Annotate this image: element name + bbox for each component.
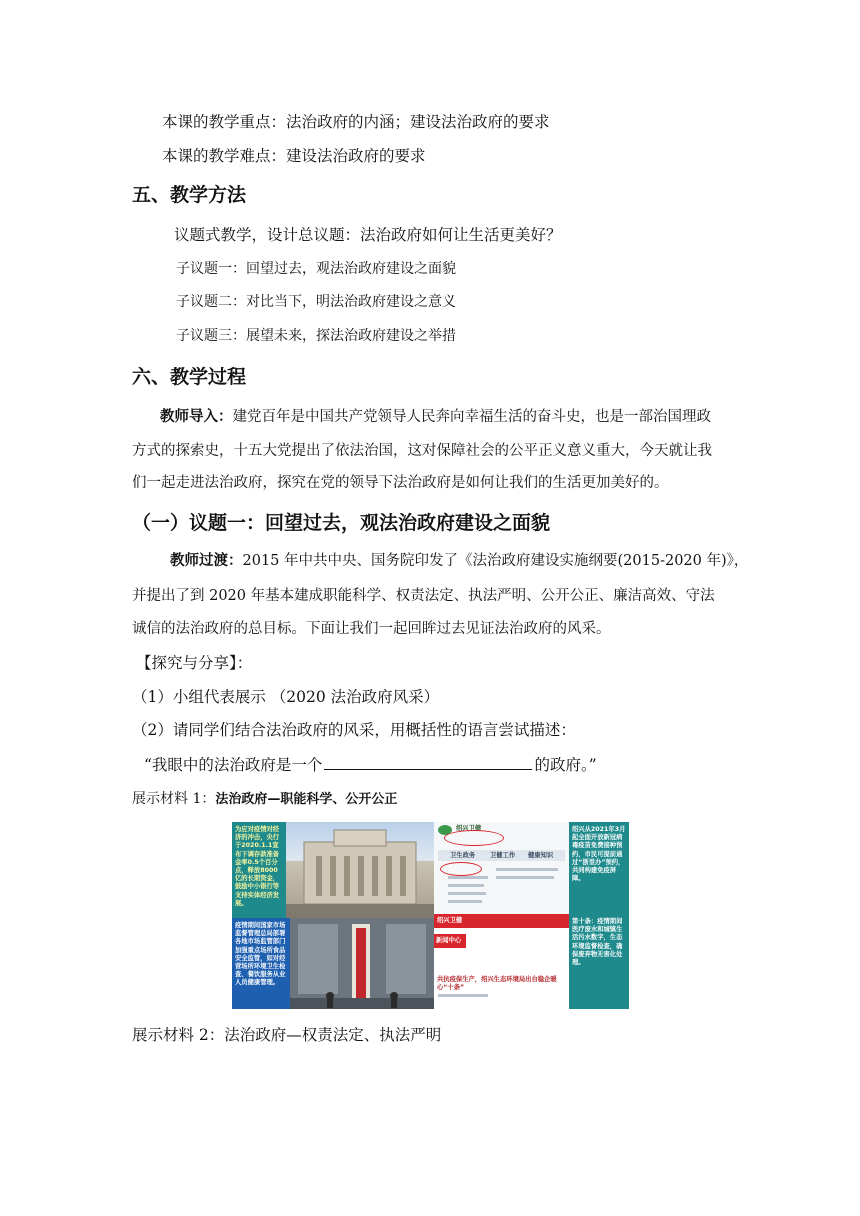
section6-heading: 六、教学过程 <box>132 366 247 388</box>
teacher-intro-label: 教师导入： <box>160 408 233 425</box>
web-header-text: 绍兴卫健 <box>456 825 482 832</box>
web-red-header: 绍兴卫健 <box>437 917 463 924</box>
question-1: （1）小组代表展示 （2020 法治政府风采） <box>132 688 440 706</box>
sub-topic-3: 子议题三：展望未来，探法治政府建设之举措 <box>176 328 456 344</box>
central-bank-building-icon <box>286 822 434 918</box>
fill-after: 的政府。” <box>534 756 597 774</box>
section5-heading: 五、教学方法 <box>132 184 247 206</box>
central-bank-photo <box>286 822 434 918</box>
panel-bl-text: 疫情期间国家市场监督管理总局部署各地市场监管部门加强重点场所食品安全监管，如对经营场所环境卫生检查、餐饮服务从业人员健康管理。 <box>235 922 286 987</box>
difficulty-line: 本课的教学难点：建设法治政府的要求 <box>162 147 426 165</box>
fill-blank[interactable] <box>324 753 532 770</box>
highlight-circle <box>444 830 504 846</box>
panel-tr-text: 绍兴从2021年3月起全面开放新冠病毒疫苗免费接种预约，市民可提前通过“浙里办”预约，共同构建免疫屏障。 <box>572 826 626 883</box>
sub-topic-2: 子议题二：对比当下，明法治政府建设之意义 <box>176 294 456 310</box>
method-intro: 议题式教学，设计总议题：法治政府如何让生活更美好？ <box>174 226 562 244</box>
eco-news-screenshot <box>434 914 569 1009</box>
market-regulation-photo <box>290 918 434 1009</box>
question-2: （2）请同学们结合法治政府的风采，用概括性的语言尝试描述： <box>132 721 576 739</box>
intro-line-1 <box>160 406 711 428</box>
material-1-title: 法治政府—职能科学、公开公正 <box>215 792 398 807</box>
collage-panel-vaccine-text <box>569 822 629 914</box>
highlight-circle-2 <box>440 862 482 876</box>
intro-line-3: 们一起走进法治政府，探究在党的领导下法治政府是如何让我们的生活更加美好的。 <box>132 475 669 491</box>
transition-line-3: 诚信的法治政府的总目标。下面让我们一起回眸过去见证法治政府的风采。 <box>132 621 611 637</box>
transition-line-2: 并提出了到 2020 年基本建成职能科学、权责法定、执法严明、公开公正、廉洁高效、守法 <box>132 588 715 604</box>
web-menu-2: 卫健工作 <box>490 851 516 859</box>
material-1-line <box>132 788 397 811</box>
fill-in-sentence <box>144 753 597 776</box>
transition-text-1: 2015 年中共中央、国务院印发了《法治政府建设实施纲要(2015-2020 年)》， <box>242 553 749 569</box>
panel-tl-text: 为应对疫情对经济的冲击，央行于2020.1.1宣布下调存款准备金率0.5个百分点，释放8000亿的长期资金，鼓励中小银行等支持实体经济发展。 <box>235 826 280 907</box>
health-website-screenshot <box>434 822 569 914</box>
material-1-collage <box>232 822 629 1009</box>
panel-br-text: 第十条：疫情期间医疗废水和城镇生活污水数字，生态环境监督检查，确保废弃物无害化处理。 <box>572 918 623 967</box>
regulation-office-icon <box>290 918 434 1009</box>
teacher-transition-label: 教师过渡： <box>170 552 243 569</box>
intro-text-1: 建党百年是中国共产党领导人民奔向幸福生活的奋斗史，也是一部治国理政 <box>232 409 711 425</box>
web-menu-3: 健康知识 <box>528 851 554 859</box>
explore-share-label: 【探究与分享】： <box>136 654 253 672</box>
collage-panel-market-text <box>232 918 290 1009</box>
web-menu-1: 卫生政务 <box>450 851 476 859</box>
key-points-line: 本课的教学重点：法治政府的内涵；建设法治政府的要求 <box>162 113 550 131</box>
collage-panel-eco-text <box>569 914 629 1009</box>
fill-before: “我眼中的法治政府是一个 <box>144 756 323 774</box>
transition-line-1 <box>170 550 748 572</box>
collage-panel-central-bank-text <box>232 822 286 918</box>
material-2-line: 展示材料 2：法治政府—权责法定、执法严明 <box>132 1026 442 1044</box>
sub-topic-1: 子议题一：回望过去，观法治政府建设之面貌 <box>176 261 456 277</box>
web-headline: 共抗疫保生产，绍兴生态环境局出台稳企暖心“十条” <box>437 976 557 992</box>
topic1-heading: （一）议题一：回望过去，观法治政府建设之面貌 <box>132 512 551 534</box>
web-nav-label: 新闻中心 <box>436 937 462 944</box>
material-1-prefix: 展示材料 1： <box>132 791 216 807</box>
intro-line-2: 方式的探索史，十五大党提出了依法治国，这对保障社会的公平正义意义重大，今天就让我 <box>132 443 712 459</box>
